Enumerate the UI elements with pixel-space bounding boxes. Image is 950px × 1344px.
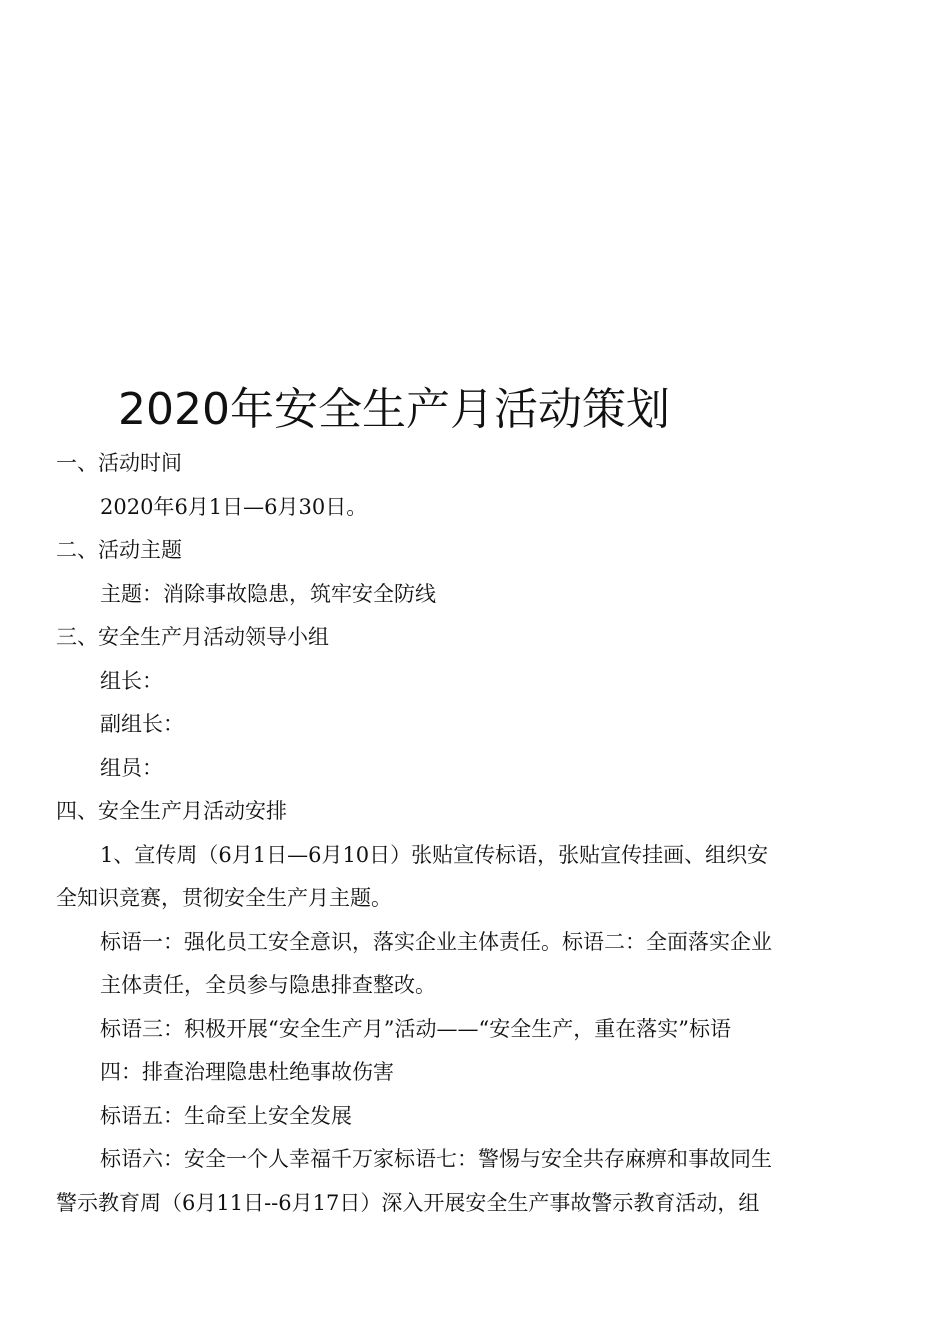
slogan-line-6: 标语六：安全一个人幸福千万家标语七：警惕与安全共存麻痹和事故同生: [100, 1147, 772, 1171]
section-heading-time: 一、活动时间: [56, 451, 182, 475]
slogan-line-1: 标语一：强化员工安全意识，落实企业主体责任。标语二：全面落实企业: [100, 930, 772, 954]
publicity-week-line-2: 全知识竞赛，贯彻安全生产月主题。: [56, 886, 392, 910]
warning-week-line: 警示教育周（6月11日--6月17日）深入开展安全生产事故警示教育活动，组: [56, 1191, 760, 1215]
section-heading-theme: 二、活动主题: [56, 538, 182, 562]
slogan-line-5: 标语五：生命至上安全发展: [100, 1104, 352, 1128]
deputy-leader-label: 副组长：: [100, 712, 184, 736]
slogan-line-3: 标语三：积极开展“安全生产月”活动——“安全生产，重在落实”标语: [100, 1017, 731, 1041]
activity-time-text: 2020年6月1日—6月30日。: [100, 495, 368, 519]
group-leader-label: 组长：: [100, 669, 163, 693]
page-title: 2020年安全生产月活动策划: [118, 384, 670, 435]
slogan-line-2: 主体责任，全员参与隐患排查整改。: [100, 973, 436, 997]
group-members-label: 组员：: [100, 756, 163, 780]
section-heading-schedule: 四、安全生产月活动安排: [56, 799, 287, 823]
publicity-week-line-1: 1、宣传周（6月1日—6月10日）张贴宣传标语，张贴宣传挂画、组织安: [100, 843, 769, 867]
activity-theme-text: 主题：消除事故隐患，筑牢安全防线: [100, 582, 436, 606]
section-heading-leadership: 三、安全生产月活动领导小组: [56, 625, 329, 649]
slogan-line-4: 四：排查治理隐患杜绝事故伤害: [100, 1060, 394, 1084]
